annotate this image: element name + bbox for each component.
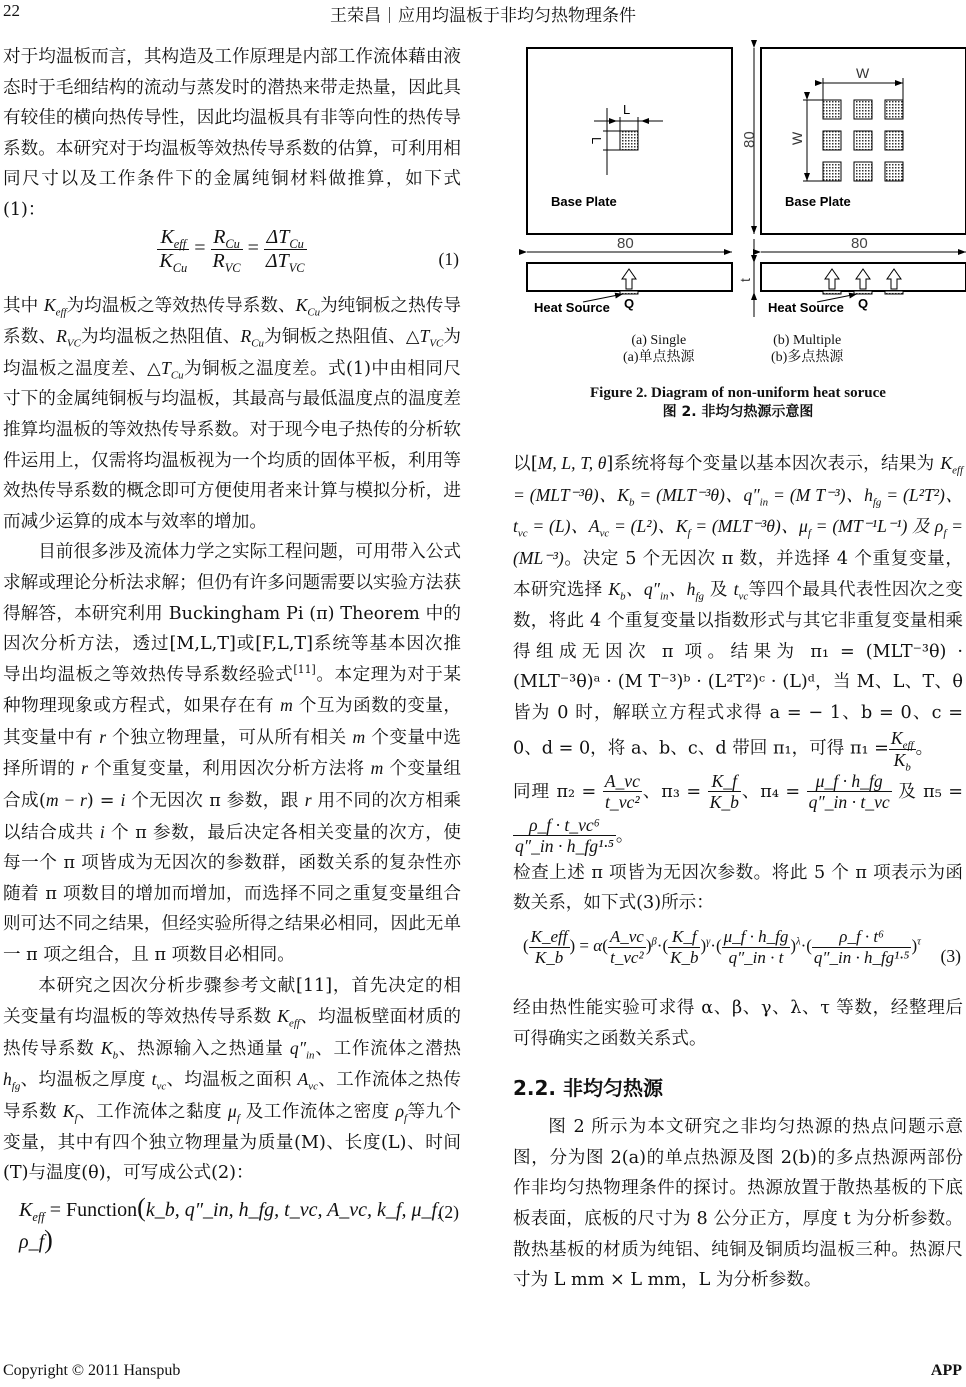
equation-number: (1) [438, 248, 459, 269]
paragraph-dimensions: 以[M, L, T, θ]系统将每个变量以基本因次表示，结果为 $K_{eff} = (MLT^{-3}\theta)$、$K_b = (MLT^{-3}\theta)$、$q''_{in} = (M$ T⁻³)、$h_{fg} = (L^2T^2)$、$t_{vc} = (L)$、$A_{vc} = (L^2)$、$K_f = (MLT^{-3}\theta)$、$\mu_f = (MT^{-1}L^{-1})$ 及 $\rho_f = (ML^{-3})$。决定 5 个无因次 π 数，并选择 4 个重复变量，本研究选择 $K_b$、$q''_{in}$、$h_{fg}$ 及 $t_{vc}$等四个最具代表性因次之变数，将此 4 个重复变量以指数形式与其它非重复变量相乘得组成无因次 π 项。结果为 π₁ = (MLT⁻³θ) · (MLT⁻³θ)ᵃ · (M T⁻³)ᵇ · (L²T²)ᶜ · (L)ᵈ，当 M、L、T、θ 皆为 0 时，解联立方程式求得 a = − 1、b = 0、c = 0、d = 0，将 a、b、c、d 带回 π₁，可得 π₁ = $\frac{K_{eff}}{K_b}$ 。 [513, 453, 964, 774]
eq1-fraction-t: $\frac{\Delta T_{Cu}}{\Delta T_{VC}}$ [265, 225, 305, 275]
svg-text:W: W [789, 131, 805, 145]
citation: [11] [293, 662, 316, 676]
page-header [0, 0, 966, 26]
dimension-expression: $K_b = (MLT^{-3}\theta)$、 [617, 484, 744, 509]
base-plate-label: Base Plate [551, 194, 617, 209]
heat-source-diagram [505, 32, 966, 332]
section-heading: 2.2. 非均匀热源 [513, 1076, 663, 1101]
dimension-expression: $A_{vc} = (L^2)$、 [588, 516, 676, 540]
dimension-expression: $h_{fg} = (L^2T^2)$、 [864, 484, 963, 509]
dim-W-label: W [856, 65, 870, 81]
paragraph-variables: 本研究之因次分析步骤参考文献[11]，首先决定的相关变量有均温板的等效热传导系数 $K_{eff}$、均温板壁面材质的热传导系数 $K_b$、热源输入之热通量 $q''_{in}$、工作流体之潜热 $h_{fg}$、均温板之厚度 $t_{vc}$、均温板之面积 $A_{vc}$、工作流体之热传导系数 $K_f$、工作流体之黏度 $\mu_f$ 及工作流体之密度 $\rho_f$等九个变量，其中有四个独立物理量为质量(M)、长度(L)、时间(T)与温度(θ)，可写成公式(2)： [3, 975, 462, 1184]
heat-source-label: Heat Source [534, 300, 610, 315]
svg-text:L: L [589, 137, 604, 145]
right-column [513, 42, 963, 1296]
dimension-expression: $\rho_f = (ML^{-3})$ [513, 516, 963, 568]
heat-source-grid [823, 100, 903, 181]
article-title: 应用均温板于非均匀热物理条件 [398, 6, 636, 25]
dimension-expression: $\mu_f = (MT^{-1}L^{-1})$ 及 [799, 516, 935, 540]
eq1-fraction-k: $\frac{K_{eff}}{K_{Cu}}$ [159, 225, 188, 275]
running-title [0, 1, 966, 26]
subfigure-captions [513, 332, 963, 384]
dim-80-label: 80 [617, 235, 634, 252]
dimension-expression: $t_{vc} = (L)$、 [513, 516, 589, 540]
paragraph-buckingham: 目前很多涉及流体力学之实际工程问题，可用带入公式求解或理论分析法求解；但仍有许多问题需要以实验方法获得解答，本研究利用 Buckingham Pi (π) Theorem 中的因次分析方法，透过[M,L,T]或[F,L,T]系统等基本因次推导出均温板之等效热传导系数经验式[11]。本定理为对于某种物理现象或方程式，如果存在有 m 个互为函数的变量，其变量中有 r 个独立物理量，可从所有相关 m 个变量中选择所谓的 r 个重复变量，利用因次分析方法将 m 个变量组合成(m − r) = i 个无因次 π 参数，跟 r 用不同的次方相乘以结合成共 i 个 π 参数，最后决定各相关变量的次方，使每一个 π 项皆成为无因次的参数群，函数关系的复杂性亦随着 π 项数目的增加而增加，而选择不同之重复变量组合则可达不同之结果，但经实验所得之结果必相同，因此无单一 π 项之组合，且 π 项数目必相同。 [3, 542, 462, 966]
dimension-expression: $K_f = (MLT^{-3}\theta)$、 [675, 516, 800, 540]
paragraph-check: 检查上述 π 项皆为无因次参数。将此 5 个 π 项表示为函数关系，如下式(3)所示： [513, 862, 963, 914]
paragraph-nonuniform: 图 2 所示为本文研究之非均匀热源的热点问题示意图，分为图 2(a)的单点热源及图 2(b)的多点热源两部份作非均匀热物理条件的探讨。热源放置于散热基板的下底板表面，底板的尺寸为 8 公分正方，厚度 t 为分析参数。散热基板的材质为纯铝、纯铜及铜质均温板三种。热源尺寸为 L mm × L mm，L 为分析参数。 [513, 1117, 963, 1291]
header-separator [389, 7, 390, 23]
figure-caption-zh: 图 2. 非均匀热源示意图 [662, 404, 814, 420]
equation-number: (2) [438, 1201, 459, 1222]
dimension-expression: $K_{eff} = (MLT^{-3}\theta)$、 [513, 453, 963, 505]
dim-t-label: t [737, 278, 753, 282]
eq1-fraction-r: $\frac{R_{Cu}}{R_{VC}}$ [212, 225, 241, 275]
svg-text:80: 80 [741, 131, 758, 148]
page-number: 22 [3, 1, 20, 20]
pi-term: π₂ = $\frac{A\_vc}{\text{t\_vc²}}$ [556, 771, 640, 813]
svg-text:Base Plate: Base Plate [785, 194, 851, 209]
author-name: 王荣昌 [330, 6, 381, 25]
pi1-result: π₁ = $\frac{K_{eff}}{K_b}$ 。 [849, 728, 934, 774]
equation-1: $\frac{K_{eff}}{K_{Cu}}$ = $\frac{R_{Cu}}{R_{VC}}$ = $\frac{\Delta T_{Cu}}{\Delta T_{VC}}$ (1) [159, 225, 459, 275]
subcaption-a: (a) Single (a)单点热源 [623, 333, 695, 365]
paragraph-intro: 对于均温板而言，其构造及工作原理是内部工作流体藉由液态时于毛细结构的流动与蒸发时的潜热来带走热量，因此具有较佳的横向热传导性，因此均温板具有非等向性的热传导系数。本研究对于均温板等效热传导系数的估算，可利用相同尺寸以及工作条件下的金属纯铜材料做推算，如下式(1)： [3, 47, 461, 220]
svg-text:Heat Source: Heat Source [768, 300, 844, 315]
dim-L-label: L [623, 102, 631, 117]
equation-2: $K_{eff}$ = Function(k_b, q″_in, h_fg, t_vc, A_vc, k_f, μ_f, ρ_f) (2) [19, 1192, 459, 1255]
svg-text:80: 80 [851, 235, 868, 252]
heat-source-single [620, 131, 638, 150]
copyright: Copyright © 2011 Hanspub [3, 1362, 181, 1379]
paragraph-definitions: 其中 $K_{eff}$为均温板之等效热传导系数、$K_{Cu}$为纯铜板之热传导系数、$R_{VC}$为均温板之热阻值、$R_{Cu}$为铜板之热阻值、$\triangle T_{VC}$为均温板之温度差、$\triangle T_{Cu}$为铜板之温度差。式(1)中由相同尺寸下的金属纯铜板与均温板，其最高与最低温度点的温度差推算均温板的等效热传导系数。对于现今电子热传的分析软件运用上，仅需将均温板视为一个均质的固体平板，利用等效热传导系数的概念即可方便使用者来计算与模拟分析，进而减少运算的成本与效率的增加。 [3, 294, 461, 532]
pi-terms: 同理 π₂ = $\frac{A\_vc}{\text{t\_vc²}}$ 、π₃ = $\frac{K\_f}{K\_b}$ 、π₄ = $\frac{\mu\_f \cdot h\_fg}{q''\_in \cdot t\_vc}$ 及 π₅ = $\frac{\text{ρ\_f · t\_vc⁶}}{\text{q″\_in · h\_fg¹·⁵}}$ 。 [513, 771, 963, 857]
equation-number: (3) [940, 945, 961, 966]
subcaption-b: (b) Multiple (b)多点热源 [771, 333, 844, 365]
equation-3: ( $\frac{\text{K\_eff}}{K\_b}$ ) = α( $\frac{A\_vc}{\text{t\_vc²}}$ )$^\beta$·( $\frac{K\_f}{K\_b}$ )$^\gamma$·( $\frac{\mu\_f \cdot h\_fg}{q''\_in \cdot t}$ )$^\lambda$·( $\frac{\text{ρ\_f · t⁶}}{\text{q″\_in · h\_fg¹·⁵}}$ )$^\tau$ (3) [513, 919, 963, 993]
pi-term: π₃ = $\frac{K\_f}{K\_b}$ [661, 771, 739, 813]
paragraph-experiment: 经由热性能实验可求得 α、β、γ、λ、τ 等数，经整理后可得确实之函数关系式。 [513, 997, 963, 1049]
q-label: Q [624, 296, 635, 311]
pi-term: π₅ = $\frac{\text{ρ\_f · t\_vc⁶}}{\text{q″\_in · h\_fg¹·⁵}}$ [515, 781, 963, 857]
figure-2 [505, 32, 963, 332]
left-column [3, 42, 462, 1255]
svg-text:Q: Q [858, 296, 869, 311]
dimension-expression: $q''_{in} = (M$ T⁻³)、 [743, 484, 865, 509]
figure-caption-en: Figure 2. Diagram of non-uniform heat soruce [590, 385, 886, 401]
pi-term: π₄ = $\frac{\mu\_f \cdot h\_fg}{q''\_in \cdot t\_vc}$ [760, 771, 890, 813]
journal-abbrev: APP [930, 1362, 962, 1379]
